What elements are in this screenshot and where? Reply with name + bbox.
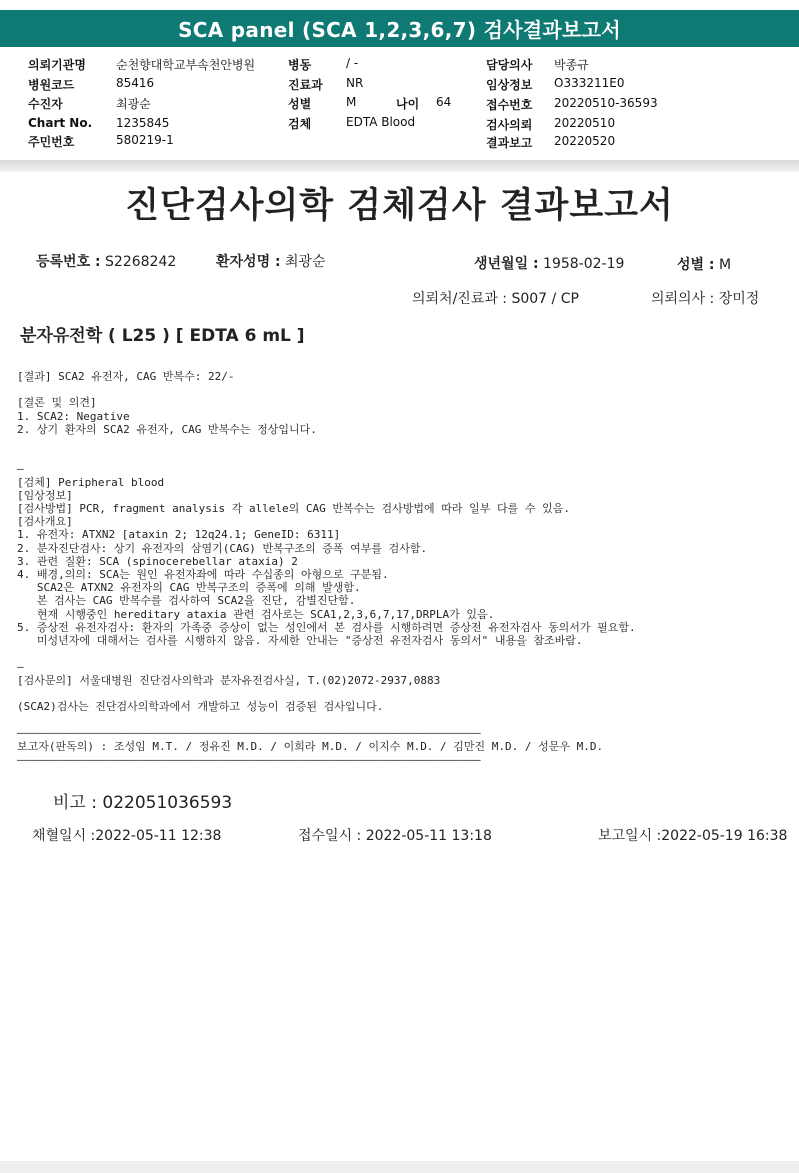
report-banner-title: SCA panel (SCA 1,2,3,6,7) 검사결과보고서: [0, 10, 799, 47]
info-value: 1958-02-19: [543, 256, 625, 272]
meta-value: 순천향대학교부속천안병원: [116, 58, 256, 72]
meta-label: 주민번호: [28, 135, 75, 149]
remarks: 비고 : 022051036593: [53, 793, 233, 813]
meta-label: 검체: [288, 117, 312, 131]
meta-label: 성별: [288, 97, 312, 111]
meta-label: 의뢰기관명: [28, 58, 86, 72]
page-separator: [0, 160, 799, 172]
meta-label: 결과보고: [486, 136, 533, 150]
meta-label: 나이: [396, 97, 420, 111]
meta-label: 수진자: [28, 97, 63, 111]
report-body: [결과] SCA2 유전자, CAG 반복수: 22/- [결론 및 의견] 1. SCA2: Negative 2. 상기 환자의 SCA2 유전자, CAG 반복수는 정상입니다. — [검체] Peripheral blood [임상정보] [검사방법] PCR, fragment analysis 각 allele의 CAG 반복수는 검사방법에 따라 일부 다를 수 있음. [검사개요] 1. 유전자: ATXN2 [ataxin 2; 12q24.1; GeneID: 6311] 2. 분자진단검사: 상기 유전자의 삼염기(CAG) 반복구조의 증폭 여부를 검사함. 3. 관련 질환: SCA (spinocerebellar ataxia) 2 4. 배경,의의: SCA는 원인 유전자좌에 따라 수십종의 아형으로 구분됨. SCA2은 ATXN2 유전자의 CAG 반복구조의 증폭에 의해 발생함. 본 검사는 CAG 반복수를 검사하여 SCA2을 진단, 감별진단함. 현재 시행중인 hereditary ataxia 관련 검사로는 SCA1,2,3,6,7,17,DRPLA가 있음. 5. 증상전 유전자검사: 환자의 가족중 증상이 없는 성인에서 본 검사를 시행하려면 증상전 유전자검사 동의서가 필요함. 미성년자에 대해서는 검사를 시행하지 않음. 자세한 안내는 "증상전 유전자검사 동의서" 내용을 참조바람. — [검사문의] 서울대병원 진단검사의학과 분자유전검사실, T.(02)2072-2937,0883 (SCA2)검사는 진단검사의학과에서 개발하고 성능이 검증된 검사입니다. —————————————————————————————————————————————————————————————————————— 보고자(판독의) : 조성임 M.T. / 정유진 M.D. / 이희라 M.D. / 이지수 M.D. / 김만진 M.D. / 성문우 M.D. ——————————————————————————————————————————————————————————————————————: [17, 370, 636, 766]
meta-label: Chart No.: [28, 116, 93, 130]
meta-sex: [288, 95, 357, 112]
section-title: 분자유전학 ( L25 ) [ EDTA 6 mL ]: [20, 326, 305, 346]
meta-value: 20220510: [554, 116, 616, 130]
patient-sex: [677, 254, 731, 274]
info-value: M: [718, 257, 732, 273]
meta-label: 담당의사: [486, 58, 533, 72]
requesting-department: [412, 288, 579, 308]
meta-report-date: [486, 134, 616, 151]
info-label: 성별 :: [677, 257, 715, 273]
meta-org: [28, 56, 256, 73]
info-label: 환자성명 :: [216, 254, 281, 270]
meta-value: EDTA Blood: [346, 115, 416, 129]
meta-ward: [288, 56, 359, 73]
meta-value: / -: [346, 56, 359, 70]
registration-number: [36, 251, 176, 271]
info-label: 등록번호 :: [36, 254, 101, 270]
footer-bar: [0, 1161, 799, 1173]
meta-clinical-info: [486, 76, 625, 93]
meta-value: 64: [436, 95, 452, 109]
meta-label: 진료과: [288, 78, 323, 92]
meta-value: 최광순: [116, 97, 151, 111]
meta-label: 병원코드: [28, 78, 75, 92]
meta-value: NR: [346, 76, 364, 90]
meta-receipt-no: [486, 96, 658, 113]
info-label: 생년월일 :: [474, 256, 539, 272]
info-value: S007 / CP: [511, 291, 579, 307]
meta-request-date: [486, 116, 616, 133]
meta-department: [288, 76, 364, 93]
info-label: 의뢰처/진료과 :: [412, 291, 508, 307]
info-value: 장미정: [718, 291, 760, 307]
info-label: 의뢰의사 :: [651, 291, 715, 307]
report-datetime: 보고일시 :2022-05-19 16:38: [598, 828, 788, 844]
meta-value: 580219-1: [116, 133, 174, 147]
info-value: 최광순: [285, 254, 326, 270]
info-value: S2268242: [105, 254, 177, 270]
meta-label: 병동: [288, 58, 312, 72]
meta-chart-no: [28, 116, 170, 130]
meta-value: M: [346, 95, 357, 109]
meta-value: 20220520: [554, 134, 616, 148]
meta-label: 검사의뢰: [486, 118, 533, 132]
receipt-datetime: 접수일시 : 2022-05-11 13:18: [298, 828, 492, 844]
requesting-doctor: [651, 288, 759, 308]
meta-label: 임상정보: [486, 78, 533, 92]
collection-datetime: 채혈일시 :2022-05-11 12:38: [32, 828, 222, 844]
meta-resident-no: [28, 133, 174, 150]
patient-name: [216, 251, 326, 271]
meta-label: 접수번호: [486, 98, 533, 112]
meta-value: O333211E0: [554, 76, 625, 90]
meta-value: 1235845: [116, 116, 170, 130]
meta-specimen: [288, 115, 416, 132]
birth-date: [474, 253, 624, 273]
meta-age: [396, 95, 452, 112]
report-title: 진단검사의학 검체검사 결과보고서: [125, 186, 674, 226]
meta-patient: [28, 95, 151, 112]
meta-hospital-code: [28, 76, 155, 93]
meta-value: 박종규: [554, 58, 589, 72]
meta-value: 85416: [116, 76, 155, 90]
meta-value: 20220510-36593: [554, 96, 658, 110]
meta-doctor: [486, 56, 589, 73]
